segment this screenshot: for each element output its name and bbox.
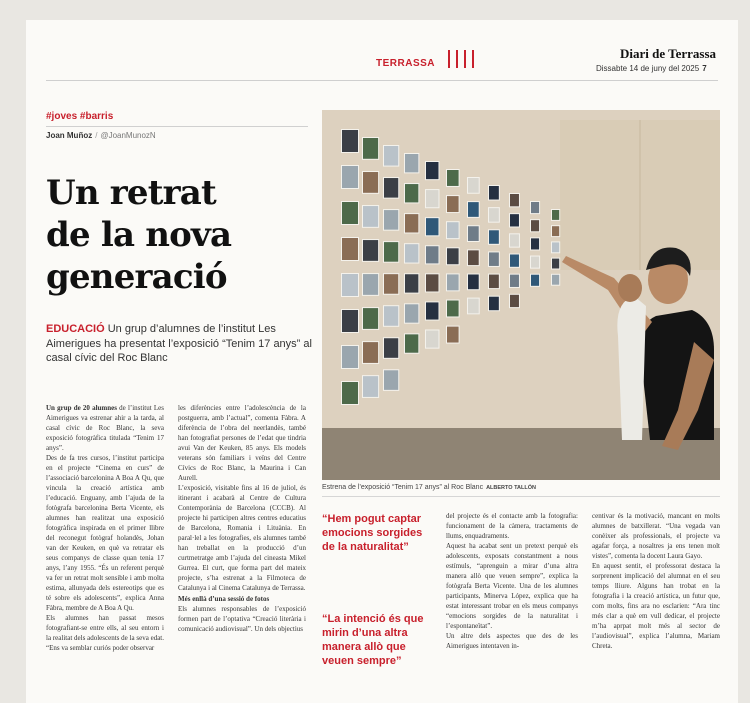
byline — [46, 131, 156, 140]
paragraph: del projecte és el contacte amb la fotografia: funcionament de la càmera, tractaments de llums, enquadraments. — [446, 512, 578, 540]
author-name: Joan Muñoz — [46, 131, 93, 140]
page-number: 7 — [702, 64, 707, 73]
article-tags: #joves #barris — [46, 111, 114, 122]
photo-illustration — [322, 110, 720, 480]
section-bars-icon — [448, 50, 474, 68]
paragraph: Els alumnes responsables de l’exposició formen part de l’optativa “Creació literària i comunicació audiovisual”. Un dels objectius — [178, 605, 306, 633]
byline-separator: / — [95, 131, 98, 140]
subheading: Més enllà d’una sessió de fotos — [178, 595, 270, 603]
author-handle: @JoanMunozN — [100, 131, 156, 140]
pull-quote-1: “Hem pogut captar emocions sorgides de la naturalitat” — [322, 513, 423, 553]
paragraph: Des de fa tres cursos, l’institut participa en el projecte “Cinema en curs” de l’associació barcelonina A Boa A Qu, que vincula la creació artística amb l’educació. Enguany, amb l’ajuda de la fotògrafa barcelonina Berta Vicente, els alumnes han realitzat una exposició fotogràfica inspirada en el primer llibre del reconegut fotògraf holandès, Johan van der Keuken, en què va retratar els seus companys de classe quan tenia 17 anys, l’any 1955. “És un referent perquè va fer un retrat molt sensible i amb molta estima, allunyada dels estereotips que es té sobre els adolescents”, explica Anna Fàbra, membre de A Boa A Qu. — [46, 454, 164, 612]
paragraph: centivar és la motivació, mancant en molts alumnes de batxillerat. “Una vegada van conèixer als professionals, el projecte va agafar força, a nosaltres ja ens tenen molt vistes”, comenta la docent Laura Gayo. — [592, 512, 720, 560]
deck-kicker: EDUCACIÓ — [46, 323, 105, 335]
headline-line: Un retrat — [46, 173, 216, 213]
header-rule — [46, 80, 718, 81]
photo-caption — [322, 484, 720, 491]
photo-credit: ALBERTO TALLÓN — [486, 485, 536, 491]
headline — [46, 172, 314, 298]
tag-rule — [46, 126, 308, 127]
body-column-5 — [592, 511, 720, 703]
headline-line: de la nova — [46, 215, 232, 255]
paragraph: En aquest sentit, el professorat destaca la sorprenent implicació del alumnat en el seu temps lliure. Alguns han trobat en la fotografia i la creació artística, un futur que, com molts, fins ara no esclarien: “Ara tinc més clar a què em vull dedicar, el projecte m’ha aprpat molt més al sector de l’audiovisual”, explica l’alumna, Mariam Chreta. — [592, 562, 720, 650]
deck-text: Un grup d’alumnes de l’institut Les Aimerigues ha presentat l’exposició “Tenim 17 anys” al casal cívic del Roc Blanc — [46, 323, 312, 364]
caption-text: Estrena de l’exposició “Tenim 17 anys” al Roc Blanc — [322, 484, 484, 491]
newspaper-page — [26, 20, 738, 703]
body-column-1 — [46, 403, 164, 703]
masthead: Diari de Terrassa — [620, 46, 717, 61]
body-column-2 — [178, 403, 306, 703]
caption-rule — [322, 496, 720, 497]
paragraph: Els alumnes han passat mesos fotografiant-se entre ells, al seu entorn i la realitat dels adolescents de la seva edat. “Ens va semblar curiós poder observar — [46, 614, 164, 652]
paragraph: de l’institut Les Aimerigues va estrenar ahir a la tarda, al casal cívic de Roc Blanc, la seva exposició fotogràfica titulada “Tenim 17 anys”. — [46, 404, 164, 452]
lead-in: Un grup de 20 alumnes — [46, 404, 117, 412]
date-text: Dissabte 14 de juny del 2025 — [596, 64, 700, 73]
headline-line: generació — [46, 257, 227, 297]
body-column-4 — [446, 511, 578, 703]
section-name: TERRASSA — [376, 58, 436, 69]
paragraph: Un altre dels aspectes que des de les Aimerigues intentaven in- — [446, 632, 578, 650]
exhibition-photo — [322, 110, 720, 480]
paragraph: Aquest ha acabat sent un pretext perquè els adolescents, exposats constantment a nous estímuls, “aprenguin a mirar d’una altra manera allò que veuen sempre”, explica la fotògrafa Berta Vicente. Una de les alumnes participants, Minerva López, explica que ha estat interessant trobar en els meus companys “emocions sorgides de la naturalitat i l’espontaneïtat”. — [446, 542, 578, 630]
paragraph: les diferències entre l’adolescència de la postguerra, amb l’actual”, comenta Fàbra. A diferència de l’obra del neerlandès, també han fotografiat persones de l’edat que tindria avui Van der Keuken, 85 anys. Els models veterans són familiars i veïns del Centre Cívics de Roc Blanc, la Maurina i Can Aurell. — [178, 404, 306, 482]
pull-quote-2: “La intenció és que mirin d’una altra manera allò que veuen sempre” — [322, 613, 424, 667]
issue-date — [596, 64, 707, 73]
article-deck — [46, 322, 314, 366]
paragraph: L’exposició, visitable fins al 16 de juliol, és itinerant i acabarà al Centre de Cultura Contemporània de Barcelona (CCCB). Al projecte hi participen altres centres educatius de Barcelona, Romania i Lituània. En paral·lel a les fotografies, els alumnes també han treballat en la producció d’un curtmetratge amb l’ajuda del cineasta Mikel Gurrea. El curt, que forma part del mateix projecte, s’ha estrenat a la Filmoteca de Catalunya i al Cinema Catalunya de Terrassa. — [178, 484, 306, 592]
